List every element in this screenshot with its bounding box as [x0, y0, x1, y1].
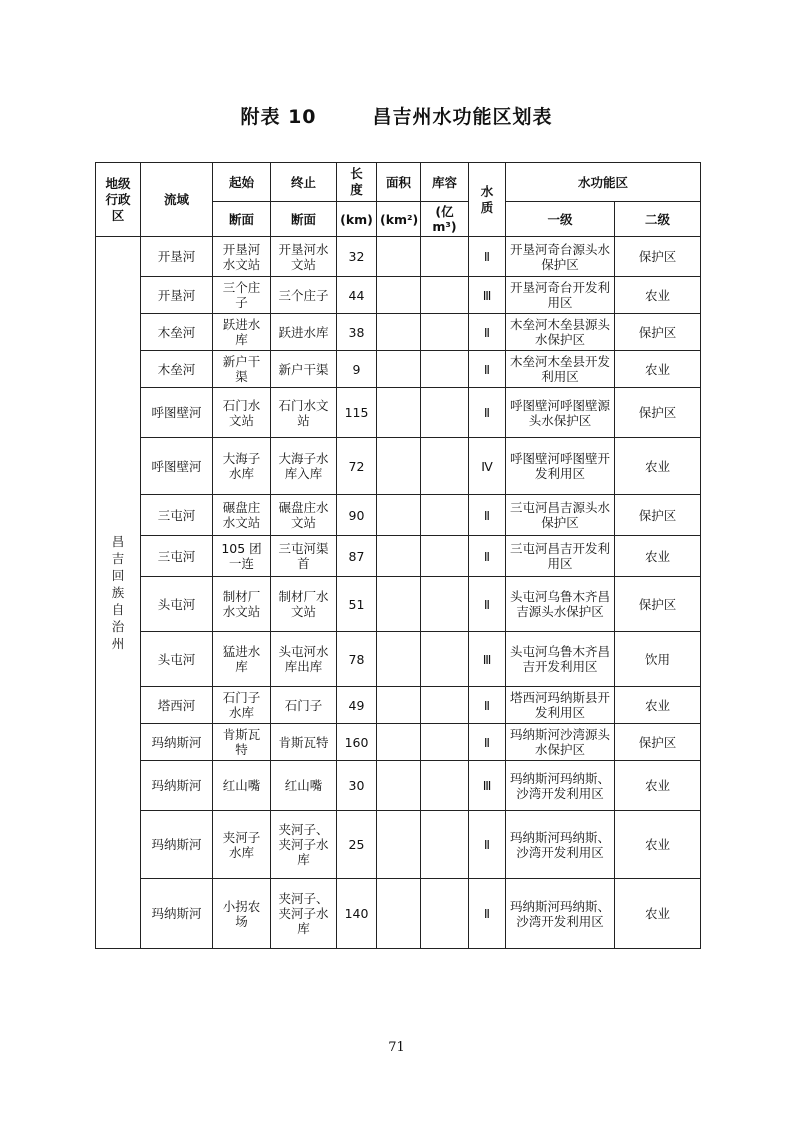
table-row — [96, 438, 701, 495]
cell-area — [377, 879, 421, 949]
cell-length: 115 — [337, 388, 377, 438]
cell-end: 开垦河水文站 — [271, 237, 337, 277]
header-quality: 水质 — [469, 163, 506, 237]
cell-basin: 塔西河 — [141, 687, 213, 724]
cell-level-2: 农业 — [615, 879, 701, 949]
cell-level-2: 农业 — [615, 536, 701, 577]
cell-end: 夹河子、夹河子水库 — [271, 879, 337, 949]
header-start: 起始 — [213, 163, 271, 202]
cell-quality: Ⅲ — [469, 761, 506, 811]
table-name: 昌吉州水功能区划表 — [372, 106, 553, 128]
cell-basin: 头屯河 — [141, 577, 213, 632]
cell-capacity — [421, 237, 469, 277]
cell-start: 跃进水库 — [213, 314, 271, 351]
cell-capacity — [421, 495, 469, 536]
cell-area — [377, 237, 421, 277]
cell-length: 140 — [337, 879, 377, 949]
cell-level-2: 保护区 — [615, 495, 701, 536]
header-capacity-unit: (亿 m³) — [421, 202, 469, 237]
cell-capacity — [421, 277, 469, 314]
table-row — [96, 879, 701, 949]
cell-start: 制材厂水文站 — [213, 577, 271, 632]
cell-start: 碾盘庄水文站 — [213, 495, 271, 536]
cell-capacity — [421, 388, 469, 438]
cell-level-2: 保护区 — [615, 314, 701, 351]
cell-level-2: 农业 — [615, 811, 701, 879]
cell-quality: Ⅱ — [469, 577, 506, 632]
header-zone: 水功能区 — [506, 163, 701, 202]
cell-capacity — [421, 351, 469, 388]
cell-length: 72 — [337, 438, 377, 495]
cell-end: 碾盘庄水文站 — [271, 495, 337, 536]
cell-level-2: 农业 — [615, 761, 701, 811]
table-row — [96, 577, 701, 632]
header-section-start: 断面 — [213, 202, 271, 237]
cell-start: 大海子水库 — [213, 438, 271, 495]
page-number: 71 — [388, 1040, 405, 1055]
page-title — [0, 102, 793, 129]
header-area: 面积 — [377, 163, 421, 202]
cell-basin: 头屯河 — [141, 632, 213, 687]
header-level2: 二级 — [615, 202, 701, 237]
header-length: 长度 — [337, 163, 377, 202]
cell-level-1: 开垦河奇台开发利用区 — [506, 277, 615, 314]
cell-capacity — [421, 314, 469, 351]
table-row — [96, 277, 701, 314]
cell-start: 肯斯瓦特 — [213, 724, 271, 761]
table-row — [96, 314, 701, 351]
cell-capacity — [421, 879, 469, 949]
cell-quality: Ⅱ — [469, 811, 506, 879]
header-capacity: 库容 — [421, 163, 469, 202]
table-row — [96, 687, 701, 724]
cell-end: 石门子 — [271, 687, 337, 724]
cell-capacity — [421, 632, 469, 687]
cell-level-1: 塔西河玛纳斯县开发利用区 — [506, 687, 615, 724]
cell-length: 51 — [337, 577, 377, 632]
cell-start: 105 团一连 — [213, 536, 271, 577]
cell-quality: Ⅱ — [469, 314, 506, 351]
cell-level-2: 农业 — [615, 351, 701, 388]
cell-start: 新户干渠 — [213, 351, 271, 388]
cell-level-2: 保护区 — [615, 577, 701, 632]
cell-end: 新户干渠 — [271, 351, 337, 388]
cell-quality: Ⅱ — [469, 879, 506, 949]
table-body — [96, 237, 701, 949]
cell-end: 肯斯瓦特 — [271, 724, 337, 761]
header-region: 地级行政区 — [96, 163, 141, 237]
header-end: 终止 — [271, 163, 337, 202]
cell-quality: Ⅲ — [469, 277, 506, 314]
cell-length: 25 — [337, 811, 377, 879]
cell-basin: 开垦河 — [141, 237, 213, 277]
cell-end: 跃进水库 — [271, 314, 337, 351]
cell-area — [377, 811, 421, 879]
region-cell — [96, 237, 141, 949]
cell-end: 制材厂水文站 — [271, 577, 337, 632]
cell-area — [377, 495, 421, 536]
cell-end: 石门水文站 — [271, 388, 337, 438]
cell-level-1: 三屯河昌吉开发利用区 — [506, 536, 615, 577]
cell-basin: 呼图壁河 — [141, 388, 213, 438]
cell-end: 三屯河渠首 — [271, 536, 337, 577]
table-row — [96, 724, 701, 761]
cell-area — [377, 438, 421, 495]
cell-quality: Ⅱ — [469, 495, 506, 536]
cell-level-1: 开垦河奇台源头水保护区 — [506, 237, 615, 277]
cell-length: 87 — [337, 536, 377, 577]
cell-level-1: 呼图壁河呼图壁源头水保护区 — [506, 388, 615, 438]
cell-length: 160 — [337, 724, 377, 761]
cell-basin: 呼图壁河 — [141, 438, 213, 495]
cell-length: 9 — [337, 351, 377, 388]
cell-capacity — [421, 687, 469, 724]
cell-level-2: 农业 — [615, 277, 701, 314]
table-row — [96, 632, 701, 687]
cell-quality: Ⅲ — [469, 632, 506, 687]
cell-level-1: 头屯河乌鲁木齐昌吉开发利用区 — [506, 632, 615, 687]
cell-area — [377, 724, 421, 761]
header-area-unit: (km²) — [377, 202, 421, 237]
cell-level-2: 保护区 — [615, 388, 701, 438]
cell-start: 石门子水库 — [213, 687, 271, 724]
cell-end: 三个庄子 — [271, 277, 337, 314]
cell-area — [377, 632, 421, 687]
table-row — [96, 388, 701, 438]
cell-level-1: 玛纳斯河沙湾源头水保护区 — [506, 724, 615, 761]
cell-area — [377, 277, 421, 314]
cell-area — [377, 351, 421, 388]
table-row — [96, 495, 701, 536]
header-length-unit: (km) — [337, 202, 377, 237]
cell-capacity — [421, 438, 469, 495]
cell-length: 90 — [337, 495, 377, 536]
cell-level-1: 玛纳斯河玛纳斯、沙湾开发利用区 — [506, 761, 615, 811]
cell-level-1: 木垒河木垒县源头水保护区 — [506, 314, 615, 351]
cell-quality: Ⅳ — [469, 438, 506, 495]
cell-end: 头屯河水库出库 — [271, 632, 337, 687]
cell-end: 大海子水库入库 — [271, 438, 337, 495]
cell-level-2: 保护区 — [615, 237, 701, 277]
cell-start: 红山嘴 — [213, 761, 271, 811]
cell-quality: Ⅱ — [469, 724, 506, 761]
cell-level-1: 木垒河木垒县开发利用区 — [506, 351, 615, 388]
table-row — [96, 351, 701, 388]
water-function-zone-table — [95, 162, 701, 949]
cell-quality: Ⅱ — [469, 687, 506, 724]
cell-length: 38 — [337, 314, 377, 351]
cell-basin: 玛纳斯河 — [141, 879, 213, 949]
cell-start: 石门水文站 — [213, 388, 271, 438]
cell-length: 49 — [337, 687, 377, 724]
cell-capacity — [421, 577, 469, 632]
header-basin: 流域 — [141, 163, 213, 237]
cell-quality: Ⅱ — [469, 351, 506, 388]
cell-level-1: 玛纳斯河玛纳斯、沙湾开发利用区 — [506, 811, 615, 879]
cell-level-1: 玛纳斯河玛纳斯、沙湾开发利用区 — [506, 879, 615, 949]
cell-capacity — [421, 811, 469, 879]
cell-length: 32 — [337, 237, 377, 277]
cell-quality: Ⅱ — [469, 536, 506, 577]
cell-capacity — [421, 761, 469, 811]
cell-end: 红山嘴 — [271, 761, 337, 811]
cell-start: 开垦河水文站 — [213, 237, 271, 277]
cell-start: 夹河子水库 — [213, 811, 271, 879]
cell-level-2: 饮用 — [615, 632, 701, 687]
cell-basin: 玛纳斯河 — [141, 811, 213, 879]
cell-basin: 开垦河 — [141, 277, 213, 314]
cell-level-2: 农业 — [615, 438, 701, 495]
cell-level-2: 保护区 — [615, 724, 701, 761]
cell-length: 78 — [337, 632, 377, 687]
cell-area — [377, 687, 421, 724]
cell-level-1: 三屯河昌吉源头水保护区 — [506, 495, 615, 536]
header-section-end: 断面 — [271, 202, 337, 237]
cell-level-2: 农业 — [615, 687, 701, 724]
cell-length: 30 — [337, 761, 377, 811]
cell-basin: 木垒河 — [141, 351, 213, 388]
cell-area — [377, 314, 421, 351]
cell-area — [377, 761, 421, 811]
cell-basin: 木垒河 — [141, 314, 213, 351]
cell-level-1: 头屯河乌鲁木齐昌吉源头水保护区 — [506, 577, 615, 632]
cell-length: 44 — [337, 277, 377, 314]
table-row — [96, 237, 701, 277]
cell-basin: 玛纳斯河 — [141, 724, 213, 761]
cell-basin: 三屯河 — [141, 495, 213, 536]
cell-capacity — [421, 536, 469, 577]
cell-level-1: 呼图壁河呼图壁开发利用区 — [506, 438, 615, 495]
cell-start: 猛进水库 — [213, 632, 271, 687]
cell-basin: 玛纳斯河 — [141, 761, 213, 811]
table-row — [96, 536, 701, 577]
table-row — [96, 811, 701, 879]
cell-basin: 三屯河 — [141, 536, 213, 577]
cell-start: 三个庄子 — [213, 277, 271, 314]
cell-area — [377, 388, 421, 438]
table-row — [96, 761, 701, 811]
cell-capacity — [421, 724, 469, 761]
cell-start: 小拐农场 — [213, 879, 271, 949]
cell-end: 夹河子、夹河子水库 — [271, 811, 337, 879]
cell-area — [377, 577, 421, 632]
cell-quality: Ⅱ — [469, 388, 506, 438]
cell-area — [377, 536, 421, 577]
region-label: 昌吉回族自治州 — [111, 534, 125, 651]
table-label: 附表 10 — [240, 106, 317, 128]
cell-quality: Ⅱ — [469, 237, 506, 277]
header-level1: 一级 — [506, 202, 615, 237]
